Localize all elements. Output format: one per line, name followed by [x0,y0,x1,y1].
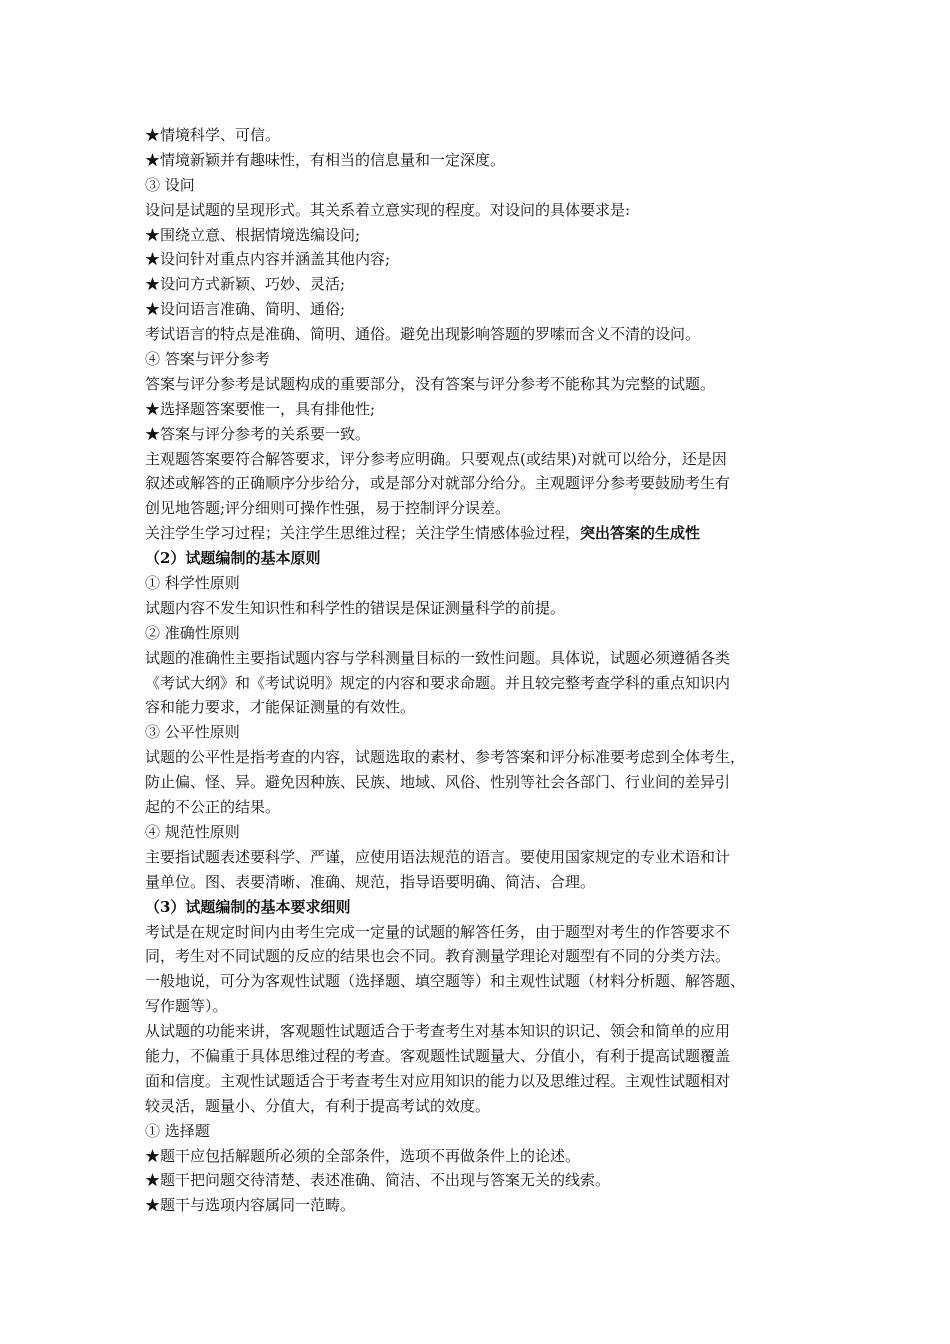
text-run: 关注学生学习过程；关注学生思维过程；关注学生情感体验过程， [145,524,581,543]
subsection-heading: ③ 公平性原则 [145,723,240,742]
text-line: 设问是试题的呈现形式。其关系着立意实现的程度。对设问的具体要求是: [145,200,631,219]
text-line: 量单位。图、表要清晰、准确、规范，指导语要明确、简洁、合理。 [145,872,596,891]
text-line: ★情境新颖并有趣味性，有相当的信息量和一定深度。 [145,150,506,169]
text-line: 主要指试题表述要科学、严谨，应使用语法规范的语言。要使用国家规定的专业术语和计 [145,847,731,866]
text-line: 能力，不偏重于具体思维过程的考查。客观题性试题量大、分值小，有利于提高试题覆盖 [145,1046,731,1065]
text-line: ★题干与选项内容属同一范畴。 [145,1196,356,1215]
text-line: ★设问针对重点内容并涵盖其他内容; [145,250,391,269]
text-line: 写作题等）。 [145,997,228,1016]
section-heading: （3）试题编制的基本要求细则 [145,897,351,916]
subsection-heading: ④ 答案与评分参考 [145,350,270,369]
text-line: 试题内容不发生知识性和科学性的错误是保证测量科学的前提。 [145,598,566,617]
subsection-heading: ① 选择题 [145,1121,210,1140]
subsection-heading: ① 科学性原则 [145,574,240,593]
text-line: 一般地说，可分为客观性试题（选择题、填空题等）和主观性试题（材料分析题、解答题、 [145,972,746,991]
text-line: ★选择题答案要惟一，具有排他性; [145,399,376,418]
text-line: 面和信度。主观性试题适合于考查考生对应用知识的能力以及思维过程。主观性试题相对 [145,1071,731,1090]
text-line: 同，考生对不同试题的反应的结果也会不同。教育测量学理论对题型有不同的分类方法。 [145,947,731,966]
subsection-heading: ③ 设问 [145,175,195,194]
text-line: 较灵活，题量小、分值大，有利于提高考试的效度。 [145,1096,491,1115]
text-line: 《考试大纲》和《考试说明》规定的内容和要求命题。并且较完整考查学科的重点知识内 [145,673,731,692]
section-heading: （2）试题编制的基本原则 [145,549,321,568]
text-line: 考试是在规定时间内由考生完成一定量的试题的解答任务，由于题型对考生的作答要求不 [145,922,731,941]
text-line: ★情境科学、可信。 [145,126,281,144]
text-line: 试题的公平性是指考查的内容，试题选取的素材、参考答案和评分标准要考虑到全体考生， [145,748,746,767]
text-line: 起的不公正的结果。 [145,798,281,817]
text-line: 防止偏、怪、异。避免因种族、民族、地域、风俗、性别等社会各部门、行业间的差异引 [145,773,731,792]
subsection-heading: ② 准确性原则 [145,623,240,642]
text-line: 创见地答题;评分细则可操作性强，易于控制评分误差。 [145,499,511,518]
text-line: 从试题的功能来讲，客观题性试题适合于考查考生对基本知识的识记、领会和简单的应用 [145,1022,731,1041]
text-line: ★围绕立意、根据情境选编设问; [145,225,361,244]
text-line: ★题干应包括解题所必须的全部条件，选项不再做条件上的论述。 [145,1146,581,1165]
text-line: 试题的准确性主要指试题内容与学科测量目标的一致性问题。具体说，试题必须遵循各类 [145,648,731,667]
text-line: ★设问语言准确、简明、通俗; [145,300,346,319]
bold-emphasis: 突出答案的生成性 [580,524,701,543]
text-line: 答案与评分参考是试题构成的重要部分，没有答案与评分参考不能称其为完整的试题。 [145,374,716,393]
text-line: ★题干把问题交待清楚、表述准确、简洁、不出现与答案无关的线索。 [145,1171,611,1190]
text-line: ★答案与评分参考的关系要一致。 [145,424,371,443]
text-line: 叙述或解答的正确顺序分步给分，或是部分对就部分给分。主观题评分参考要鼓励考生有 [145,474,731,493]
text-line: 容和能力要求，才能保证测量的有效性。 [145,698,416,717]
text-line: 主观题答案要符合解答要求，评分参考应明确。只要观点(或结果)对就可以给分，还是因 [145,449,727,468]
document-body [145,123,815,1218]
subsection-heading: ④ 规范性原则 [145,822,240,841]
text-line: 考试语言的特点是准确、简明、通俗。避免出现影响答题的罗嗦而含义不清的设问。 [145,325,701,344]
text-line [145,521,815,546]
text-line: ★设问方式新颖、巧妙、灵活; [145,275,346,294]
